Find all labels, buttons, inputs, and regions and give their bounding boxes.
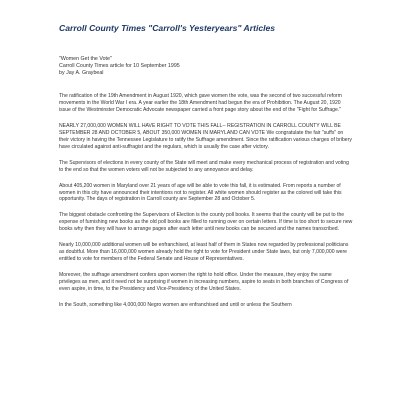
article-body bbox=[59, 93, 353, 318]
article-paragraph: NEARLY 27,000,000 WOMEN WILL HAVE RIGHT TO VOTE THIS FALL-- REGISTRATION IN CARROLL COUNTY WILL BE SEPTEMBER 28 AND OCTOBER 5, ABOUT 350,000 WOMEN IN MARYLAND CAN VOTE We congratulate the fair "suffs" on their victory in having the Tennessee Legislature to ratify the Suffrage amendment. Since the ratification various charges of bribery have circulated against anti-suffragist and the regulars, which is usually the case after victory. bbox=[59, 122, 352, 150]
article-author: by Jay A. Graybeal bbox=[59, 70, 104, 76]
article-paragraph: About 405,200 women in Maryland over 21 years of age will be able to vote this fall, it is estimated. From reports a number of women in this city have announced their intentions not to register. All white women should register as the colored will take this opportunity. The days of registration in Carroll county are September 28 and October 5. bbox=[59, 182, 342, 203]
article-paragraph: The Supervisors of elections in every county of the State will meet and make every mechanical process of registration and voting to the end so that the women voters will not be subjected to any annoyance and delay. bbox=[59, 159, 349, 173]
article-source: Carroll County Times article for 10 September 1995 bbox=[59, 63, 180, 69]
article-headline: "Women Get the Vote" bbox=[59, 56, 112, 62]
article-paragraph: The biggest obstacle confronting the Supervisors of Election is the county poll books. It seems that the county will be put to the expense of furnishing new books as the old poll books are filled to running over on certain letters. If time is too short to secure new books why then they will have to arrange pages after each letter until new books can be secured and the names transcribed. bbox=[59, 212, 353, 233]
article-paragraph: In the South, something like 4,000,000 Negro women are enfranchised and until or unless the Southern bbox=[59, 302, 292, 309]
article-paragraph: The ratification of the 19th Amendment in August 1920, which gave women the vote, was the second of two successful reform movements in the World War I era. A year earlier the 18th Amendment had begun the era of Prohibition. The August 20, 1920 issue of the Westminster Democratic Advocate newspaper carried a front page story about the end of the "Fight for Suffrage." bbox=[59, 93, 342, 113]
page-title: Carroll County Times "Carroll's Yesteryears" Articles bbox=[59, 23, 276, 33]
article-paragraph: Nearly 10,000,000 additional women will be enfranchised, at least half of them in States now regarded by professional politicians as doubtful. More than 16,000,000 women already hold the right to vote for President under State laws, but only 7,000,000 were entitled to vote for members of the Federal Senate and House of Representatives. bbox=[59, 242, 349, 263]
article-paragraph: Moreover, the suffrage amendment confers upon women the right to hold office. Under the measure, they enjoy the same privileges as men, and it need not be surprising if women in increasing numbers, aspire to seats in both branches of Congress of even aspire, in time, to the Presidency and Vice-Presidency of the United States. bbox=[59, 272, 349, 293]
article-byline bbox=[59, 56, 379, 77]
